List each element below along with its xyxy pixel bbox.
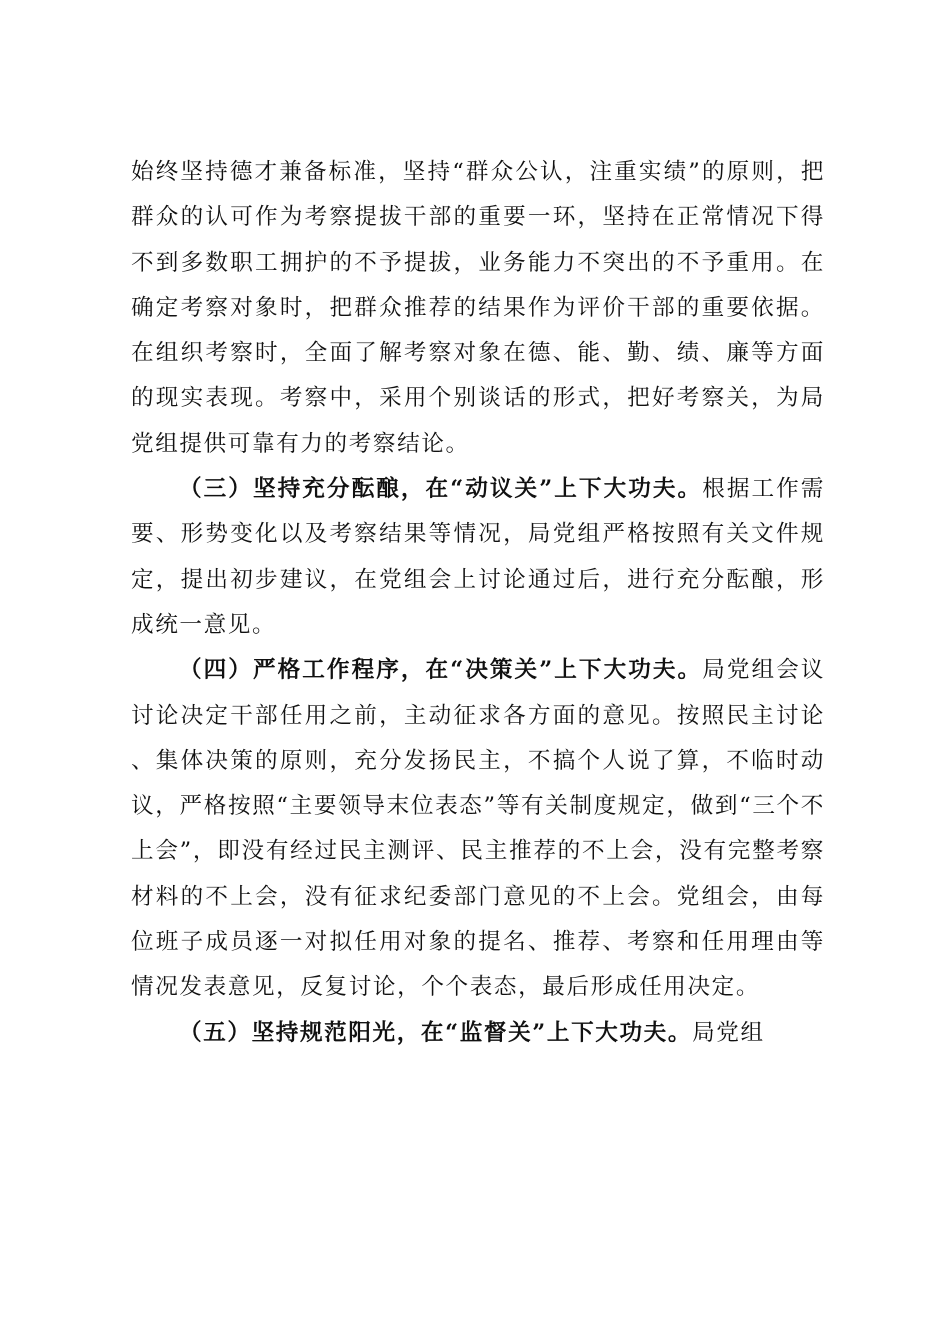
- section-heading-5: （五）坚持规范阳光，在“监督关”上下大功夫。: [179, 1019, 693, 1046]
- paragraph-text: 局党组: [692, 1019, 765, 1046]
- paragraph-text: 始终坚持德才兼备标准，坚持“群众公认，注重实绩”的原则，把群众的认可作为考察提拔干部的重要一环，坚持在正常情况下得不到多数职工拥护的不予提拔，业务能力不突出的不予重用。在确定考察对象时，把群众推荐的结果作为评价干部的重要依据。在组织考察时，全面了解考察对象在德、能、勤、绩、廉等方面的现实表现。考察中，采用个别谈话的形式，把好考察关，为局党组提供可靠有力的考察结论。: [131, 159, 825, 457]
- paragraph-text: 局党组会议讨论决定干部任用之前，主动征求各方面的意见。按照民主讨论、集体决策的原则，充分发扬民主，不搞个人说了算，不临时动议，严格按照“主要领导末位表态”等有关制度规定，做到“三个不上会”，即没有经过民主测评、民主推荐的不上会，没有完整考察材料的不上会，没有征求纪委部门意见的不上会。党组会，由每位班子成员逐一对拟任用对象的提名、推荐、考察和任用理由等情况发表意见，反复讨论，个个表态，最后形成任用决定。: [131, 657, 825, 1001]
- section-heading-4: （四）严格工作程序，在“决策关”上下大功夫。: [179, 657, 703, 684]
- document-body: [131, 150, 825, 1056]
- section-heading-3: （三）坚持充分酝酿，在“动议关”上下大功夫。: [179, 476, 703, 503]
- paragraph-continuation: [131, 150, 825, 467]
- paragraph-section-4: [131, 648, 825, 1010]
- paragraph-section-5: [131, 1011, 825, 1056]
- paragraph-text: 根据工作需要、形势变化以及考察结果等情况，局党组严格按照有关文件规定，提出初步建议，在党组会上讨论通过后，进行充分酝酿，形成统一意见。: [131, 476, 825, 638]
- paragraph-section-3: [131, 467, 825, 648]
